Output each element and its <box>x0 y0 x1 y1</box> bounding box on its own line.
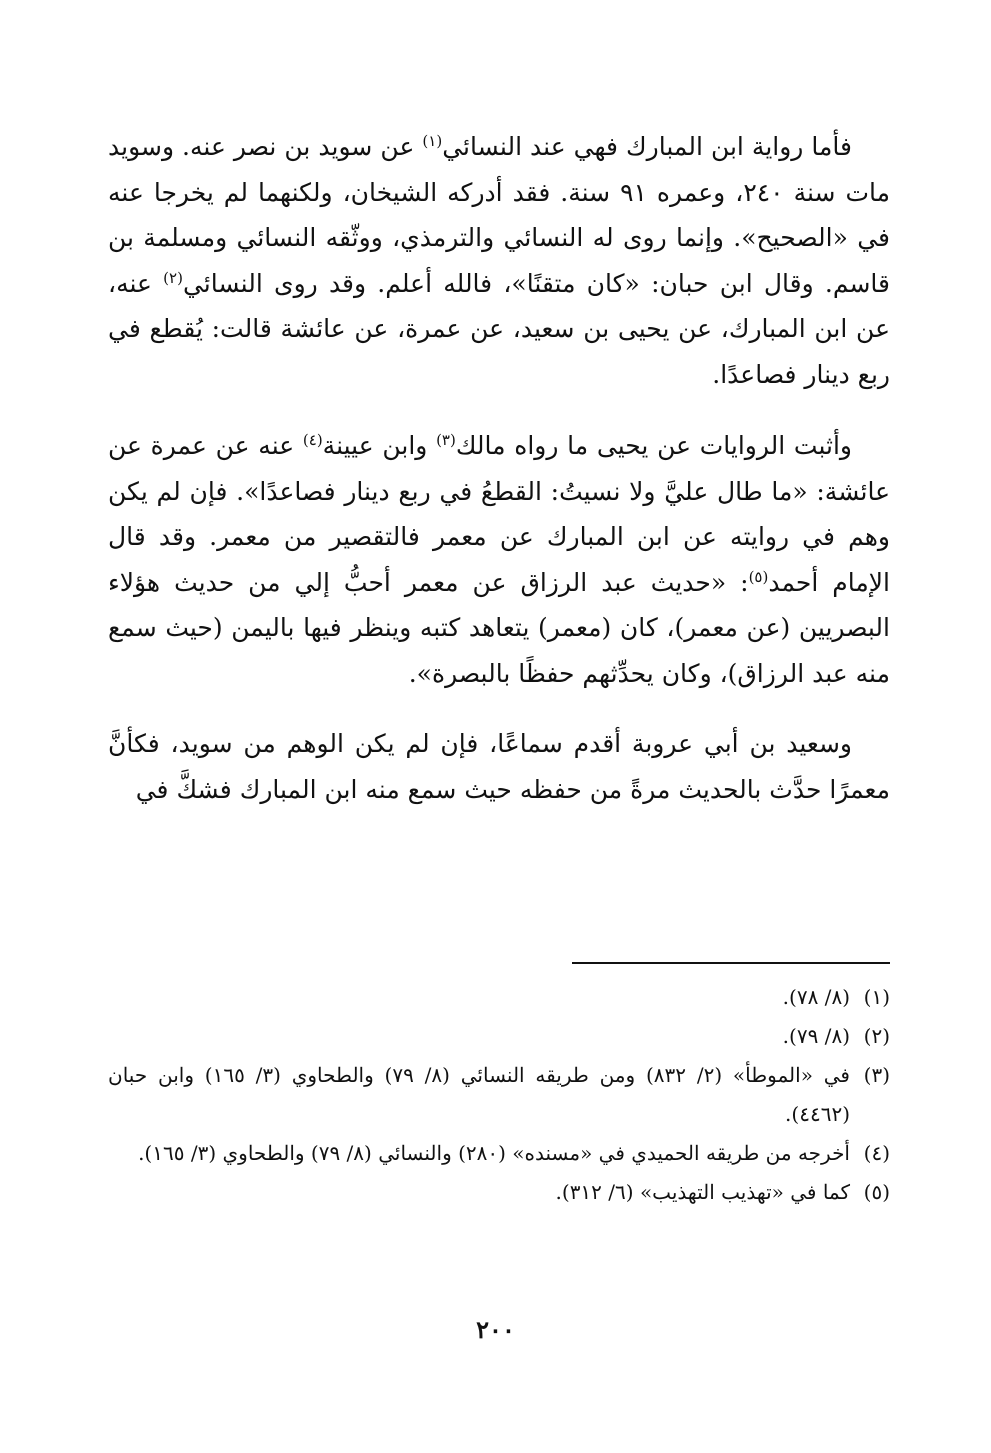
footnote-4 <box>108 1134 890 1173</box>
footnote-text: في «الموطأ» (٢/ ٨٣٢) ومن طريقه النسائي (٨/ ٧٩) والطحاوي (٣/ ١٦٥) وابن حبان (٤٤٦٢). <box>108 1063 850 1126</box>
paragraph-2-part-3: عنه عن عمرة عن عائشة: «ما طال عليَّ ولا نسيتُ: القطعُ في ربع دينار فصاعدًا». فإن لم يكن وهم في روايته عن ابن المبارك عن معمر فالتقصير من معمر. وقد قال الإمام أحمد <box>108 431 890 597</box>
paragraph-1-part-2: عن سويد بن نصر عنه. وسويد مات سنة ٢٤٠، وعمره ٩١ سنة. فقد أدركه الشيخان، ولكنهما لم يخرجا عنه في «الصحيح». وإنما روى له النسائي والترمذي، ووثّقه النسائي ومسلمة بن قاسم. وقال ابن حبان: «كان متقنًا»، فالله أعلم. وقد روى النسائي <box>108 132 890 298</box>
main-text <box>108 124 890 812</box>
footnote-ref-4[interactable]: (٤) <box>302 431 323 449</box>
footnote-text: (٨/ ٧٩). <box>782 1024 850 1048</box>
paragraph-2-part-2: وابن عيينة <box>322 431 437 460</box>
footnote-2 <box>108 1017 890 1056</box>
paragraph-1-part-1: فأما رواية ابن المبارك فهي عند النسائي <box>442 132 852 161</box>
footnotes <box>108 978 890 1212</box>
footnote-number: (٢) <box>863 1024 890 1048</box>
paragraph-2-part-4: : «حديث عبد الرزاق عن معمر أحبُّ إلي من حديث هؤلاء البصريين (عن معمر)، كان (معمر) يتعاهد كتبه وينظر فيها باليمن (حيث سمع منه عبد الرزاق)، وكان يحدِّثهم حفظًا بالبصرة». <box>108 567 890 688</box>
paragraph-3-text: وسعيد بن أبي عروبة أقدم سماعًا، فإن لم يكن الوهم من سويد، فكأنَّ معمرًا حدَّث بالحديث مرةً من حفظه حيث سمع منه ابن المبارك فشكَّ في <box>108 729 890 804</box>
paragraph-2-part-1: وأثبت الروايات عن يحيى ما رواه مالك <box>455 431 852 460</box>
footnote-text: أخرجه من طريقه الحميدي في «مسنده» (٢٨٠) والنسائي (٨/ ٧٩) والطحاوي (٣/ ١٦٥). <box>138 1141 850 1165</box>
footnote-number: (١) <box>863 985 890 1009</box>
footnote-text: كما في «تهذيب التهذيب» (٦/ ٣١٢). <box>555 1180 850 1204</box>
footnote-3 <box>108 1056 890 1134</box>
footnote-number: (٥) <box>863 1180 890 1204</box>
footnote-ref-2[interactable]: (٢) <box>163 268 183 287</box>
footnote-5 <box>108 1173 890 1212</box>
paragraph-3 <box>108 721 890 812</box>
footnote-text: (٨/ ٧٨). <box>782 985 850 1009</box>
footnote-1 <box>108 978 890 1017</box>
page-number: ٢٠٠ <box>476 1315 515 1344</box>
footnote-ref-1[interactable]: (١) <box>422 132 443 150</box>
paragraph-1 <box>108 124 890 397</box>
footnote-number: (٤) <box>863 1141 890 1165</box>
paragraph-2 <box>108 423 890 696</box>
footnote-ref-5[interactable]: (٥) <box>748 567 769 586</box>
footnote-separator <box>572 962 890 964</box>
paragraph-1-part-3: عنه، عن ابن المبارك، عن يحيى بن سعيد، عن عمرة، عن عائشة قالت: يُقطع في ربع دينار فصاعدًا. <box>108 268 890 389</box>
footnote-ref-3[interactable]: (٣) <box>436 431 456 449</box>
footnote-number: (٣) <box>863 1063 890 1087</box>
